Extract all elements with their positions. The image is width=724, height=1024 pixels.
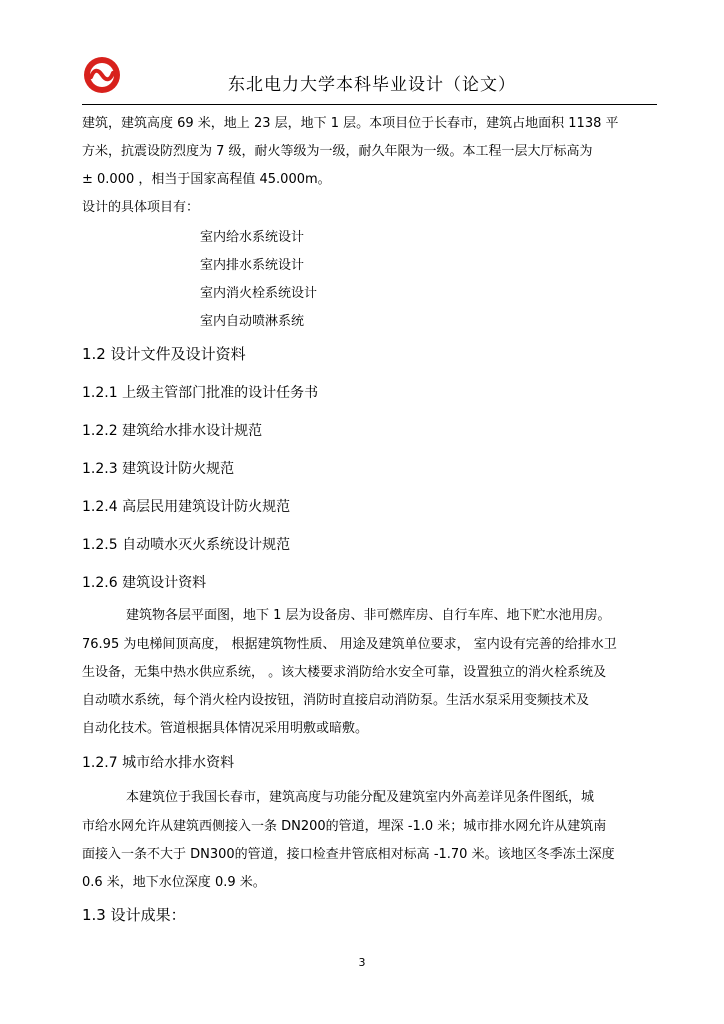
subsection-heading: 1.2.5 自动喷水灭火系统设计规范 [82, 537, 291, 553]
subsection-heading: 1.2.6 建筑设计资料 [82, 575, 207, 591]
header-divider [82, 104, 657, 105]
paragraph-line: 0.6 米，地下水位深度 0.9 米。 [82, 875, 266, 890]
design-item: 室内给水系统设计 [200, 230, 305, 245]
subsection-heading: 1.2.1 上级主管部门批准的设计任务书 [82, 385, 319, 401]
paragraph-line: 建筑，建筑高度 69 米，地上 23 层，地下 1 层。本项目位于长春市，建筑占地面积 1138 平 [82, 116, 619, 131]
subsection-heading: 1.2.2 建筑给水排水设计规范 [82, 423, 263, 439]
subsection-heading-1-2-7: 1.2.7 城市给水排水资料 [82, 755, 235, 771]
paragraph-line: 面接入一条不大于 DN300的管道，接口检查井管底相对标高 -1.70 米。该地区冬季冻土深度 [82, 847, 615, 862]
paragraph-line: 建筑物各层平面图，地下 1 层为设备房、非可燃库房、自行车库、地下贮水池用房。 [126, 608, 611, 623]
subsection-heading: 1.2.4 高层民用建筑设计防火规范 [82, 499, 291, 515]
paragraph-line: 市给水网允许从建筑西侧接入一条 DN200的管道，埋深 -1.0 米；城市排水网允许从建筑南 [82, 819, 607, 834]
paragraph-line: 自动喷水系统，每个消火栓内设按钮，消防时直接启动消防泵。生活水泵采用变频技术及 [82, 693, 590, 708]
paragraph-line: 自动化技术。管道根据具体情况采用明敷或暗敷。 [82, 721, 369, 736]
subsection-heading: 1.2.3 建筑设计防火规范 [82, 461, 235, 477]
design-item: 室内消火栓系统设计 [200, 286, 318, 301]
paragraph-line: 本建筑位于我国长春市，建筑高度与功能分配及建筑室内外高差详见条件图纸，城 [126, 790, 595, 805]
paragraph-line: 方米，抗震设防烈度为 7 级，耐火等级为一级，耐久年限为一级。本工程一层大厅标高为 [82, 144, 593, 159]
paragraph-line: 生设备，无集中热水供应系统， 。该大楼要求消防给水安全可靠，设置独立的消火栓系统及 [82, 665, 607, 680]
paragraph-line: 76.95 为电梯间顶高度， 根据建筑物性质、 用途及建筑单位要求， 室内设有完善的给排水卫 [82, 637, 617, 652]
design-item: 室内排水系统设计 [200, 258, 305, 273]
paragraph-line: ± 0.000 ，相当于国家高程值 45.000m。 [82, 172, 331, 187]
section-heading-1-2: 1.2 设计文件及设计资料 [82, 345, 246, 363]
paragraph-line: 设计的具体项目有： [82, 200, 200, 215]
section-heading-1-3: 1.3 设计成果： [82, 906, 186, 924]
page-number: 3 [358, 956, 366, 969]
design-item: 室内自动喷淋系统 [200, 314, 305, 329]
header-title: 东北电力大学本科毕业设计（论文） [228, 75, 516, 95]
